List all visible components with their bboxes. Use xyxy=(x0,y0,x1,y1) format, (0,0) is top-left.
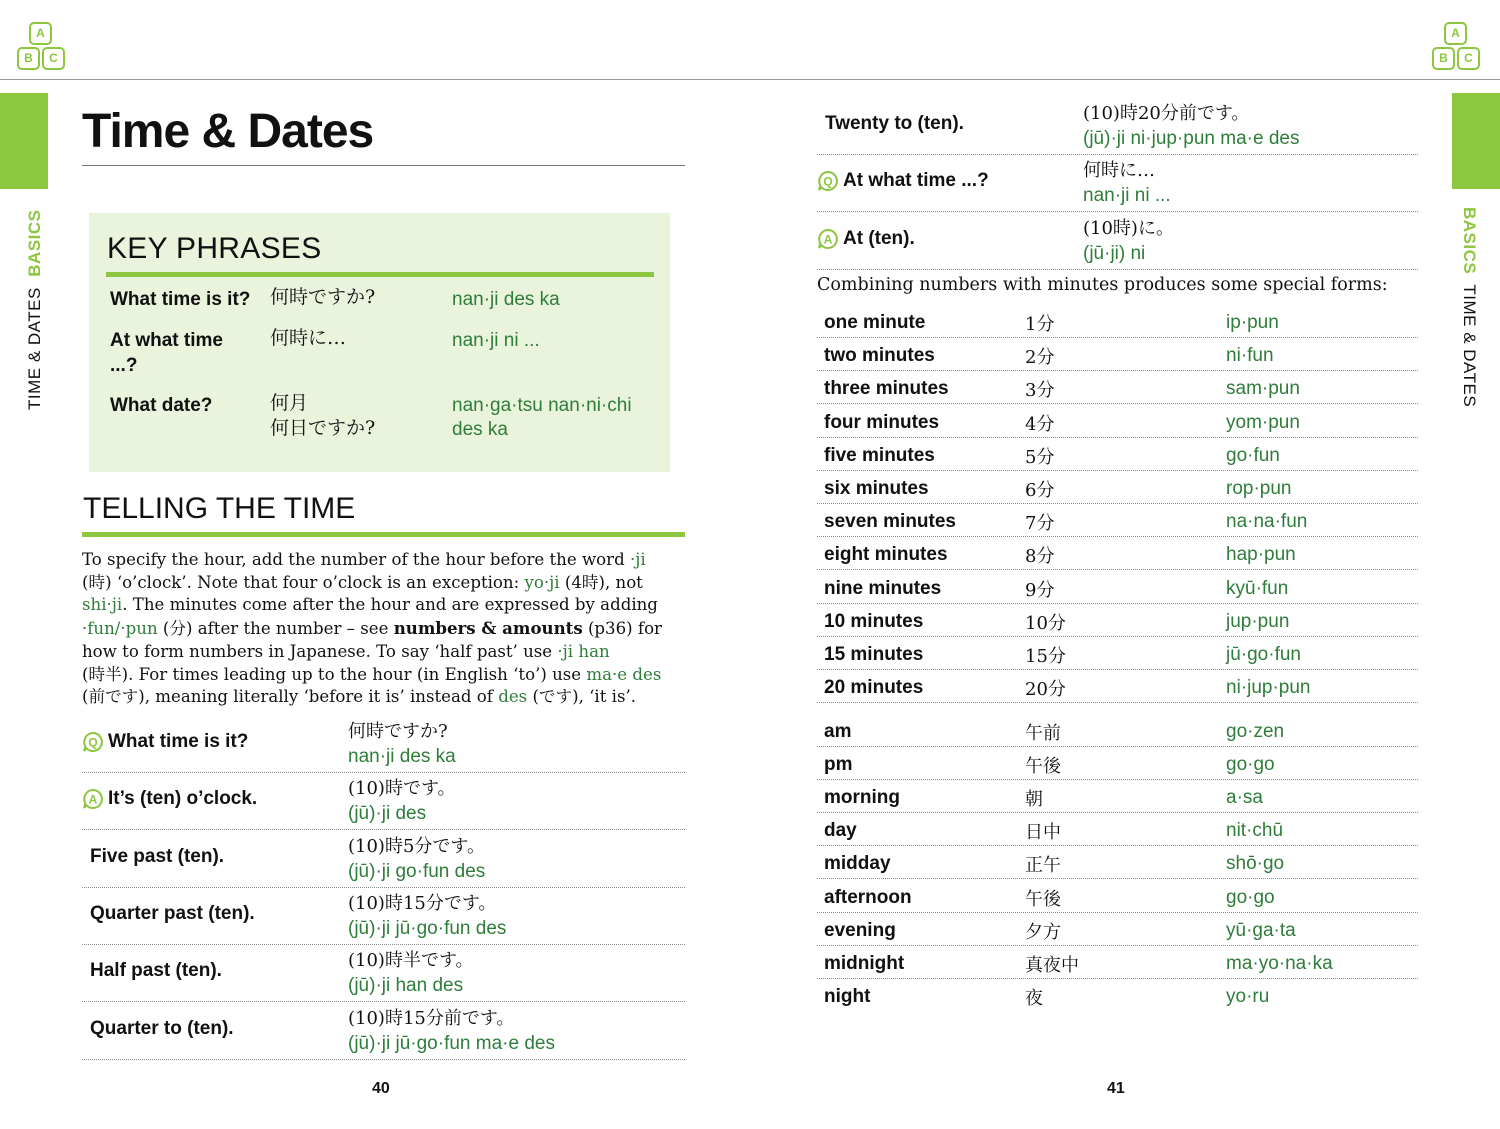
phrase-en xyxy=(817,169,989,193)
table-row-en: four minutes xyxy=(824,411,940,433)
abc-logo-right-icon: A B C xyxy=(1432,22,1484,70)
svg-text:A: A xyxy=(823,232,833,247)
table-row-jp: 1分 xyxy=(1025,314,1055,335)
table-row-en: 20 minutes xyxy=(824,677,924,699)
table-row-en: pm xyxy=(824,754,853,776)
phrase-en-text: Half past (ten). xyxy=(90,960,222,982)
table-row-romaji: yom·pun xyxy=(1226,411,1300,433)
phrase-romaji: nan·ji ni ... xyxy=(1083,185,1171,207)
table-row-jp: 2分 xyxy=(1025,347,1055,369)
key-phrases-rule xyxy=(106,272,654,277)
table-row-romaji: nit·chū xyxy=(1226,820,1284,842)
table-row-romaji: ni·fun xyxy=(1226,345,1274,367)
table-row-jp: 夜 xyxy=(1025,987,1043,1009)
svg-text:Q: Q xyxy=(88,735,98,750)
row-divider xyxy=(817,978,1418,979)
phrase-jp: 何時に… xyxy=(1083,160,1155,182)
table-row-jp: 午後 xyxy=(1025,756,1061,778)
row-divider xyxy=(82,772,685,773)
phrase-jp: (10時)に。 xyxy=(1083,217,1174,239)
answer-bubble-icon xyxy=(817,228,839,250)
side-tab-left xyxy=(0,93,48,189)
table-row-en: three minutes xyxy=(824,378,949,400)
key-phrase-jp: 何時ですか? xyxy=(270,286,376,308)
table-row-jp: 3分 xyxy=(1025,380,1055,402)
table-row-jp: 夕方 xyxy=(1025,921,1061,943)
row-divider xyxy=(817,878,1418,879)
row-divider xyxy=(817,569,1418,570)
table-row-en: night xyxy=(824,985,871,1007)
table-row-en: two minutes xyxy=(824,345,935,367)
abc-logo-left-icon: A B C xyxy=(17,22,69,70)
table-row-jp: 9分 xyxy=(1025,579,1055,601)
phrase-en-text: What time is it? xyxy=(108,731,249,752)
row-divider xyxy=(82,1059,685,1060)
row-divider xyxy=(817,912,1418,913)
phrase-en xyxy=(825,112,964,136)
table-row-romaji: ni·jup·pun xyxy=(1226,677,1311,699)
answer-bubble-icon xyxy=(82,788,104,810)
question-bubble-icon xyxy=(817,170,839,192)
phrase-en xyxy=(82,730,248,754)
telling-time-heading: TELLING THE TIME xyxy=(83,492,356,525)
page-title: Time & Dates xyxy=(82,105,374,158)
phrase-en xyxy=(817,227,915,251)
table-row-romaji: na·na·fun xyxy=(1226,511,1308,533)
table-row-en: nine minutes xyxy=(824,577,942,599)
table-row-romaji: go·go xyxy=(1226,886,1275,908)
phrase-en xyxy=(90,845,224,869)
row-divider xyxy=(817,945,1418,946)
table-row-jp: 午後 xyxy=(1025,888,1061,910)
table-row-jp: 20分 xyxy=(1025,679,1066,701)
row-divider xyxy=(817,370,1418,371)
svg-text:A: A xyxy=(88,792,98,807)
phrase-en-text: At what time ...? xyxy=(843,170,989,192)
table-row-en: 15 minutes xyxy=(824,644,924,665)
table-row-romaji: kyū·fun xyxy=(1226,577,1289,599)
row-divider xyxy=(817,669,1418,670)
row-divider xyxy=(817,812,1418,813)
table-row-jp: 6分 xyxy=(1025,480,1055,501)
phrase-en-text: At (ten). xyxy=(843,227,915,249)
table-row-jp: 真夜中 xyxy=(1025,954,1079,976)
phrase-en-text: Quarter past (ten). xyxy=(90,902,255,924)
row-divider xyxy=(817,403,1418,404)
row-divider xyxy=(817,845,1418,846)
telling-time-rule xyxy=(82,532,685,537)
table-row-jp: 8分 xyxy=(1025,546,1055,568)
phrase-jp: (10)時5分です。 xyxy=(348,835,485,857)
phrase-en-text: Quarter to (ten). xyxy=(90,1017,234,1039)
table-row-jp: 正午 xyxy=(1025,855,1061,877)
table-row-romaji: jū·go·fun xyxy=(1226,644,1301,665)
phrase-jp: (10)時20分前です。 xyxy=(1083,103,1250,124)
side-tab-right xyxy=(1452,93,1500,189)
phrase-jp: (10)時15分前です。 xyxy=(348,1007,515,1029)
row-divider xyxy=(817,503,1418,504)
row-divider xyxy=(817,702,1418,703)
key-phrase-jp: 何月 xyxy=(270,392,309,414)
table-row-en: 10 minutes xyxy=(824,610,924,632)
table-row-en: day xyxy=(824,820,857,842)
phrase-romaji: (jū)·ji jū·go·fun ma·e des xyxy=(348,1032,555,1054)
phrase-en-text: Twenty to (ten). xyxy=(825,113,964,134)
phrase-en xyxy=(90,1017,234,1041)
table-row-romaji: sam·pun xyxy=(1226,378,1300,400)
row-divider xyxy=(817,636,1418,637)
table-row-romaji: ma·yo·na·ka xyxy=(1226,952,1333,974)
key-phrase-en: What time is it? xyxy=(110,289,251,310)
phrase-romaji: (jū)·ji ni·jup·pun ma·e des xyxy=(1083,128,1300,149)
question-bubble-icon xyxy=(82,731,104,753)
table-row-romaji: ip·pun xyxy=(1226,312,1279,333)
row-divider xyxy=(817,337,1418,338)
side-label-right: BASICS TIME & DATES xyxy=(1460,207,1479,408)
table-row-jp: 午前 xyxy=(1025,723,1061,744)
side-label-left: TIME & DATES BASICS xyxy=(25,209,44,410)
phrase-en-text: Five past (ten). xyxy=(90,845,225,867)
key-phrases-heading: KEY PHRASES xyxy=(107,232,322,265)
page-number-left: 40 xyxy=(372,1080,390,1097)
row-divider xyxy=(82,1001,685,1002)
key-phrase-jp: 何日ですか? xyxy=(270,417,376,439)
key-phrase-en: What date? xyxy=(110,395,213,416)
table-row-jp: 日中 xyxy=(1025,822,1061,844)
table-row-en: six minutes xyxy=(824,478,929,499)
row-divider xyxy=(82,944,685,945)
row-divider xyxy=(817,154,1418,155)
row-divider xyxy=(817,269,1418,270)
table-row-romaji: jup·pun xyxy=(1226,610,1290,632)
row-divider xyxy=(82,829,685,830)
phrase-jp: (10)時半です。 xyxy=(348,950,474,972)
table-row-en: five minutes xyxy=(824,444,935,466)
key-phrase-jp: 何時に… xyxy=(270,327,347,349)
table-row-jp: 4分 xyxy=(1025,413,1055,435)
table-row-jp: 15分 xyxy=(1025,646,1066,667)
table-row-romaji: go·zen xyxy=(1226,721,1285,742)
table-row-romaji: yo·ru xyxy=(1226,985,1270,1007)
svg-text:Q: Q xyxy=(823,174,833,189)
phrase-romaji: (jū)·ji jū·go·fun des xyxy=(348,917,507,939)
table-row-romaji: a·sa xyxy=(1226,787,1263,809)
table-row-en: one minute xyxy=(824,312,926,333)
table-row-en: am xyxy=(824,721,852,742)
table-row-romaji: shō·go xyxy=(1226,853,1285,875)
phrase-en xyxy=(90,902,255,926)
row-divider xyxy=(817,536,1418,537)
table-row-en: morning xyxy=(824,787,900,809)
phrase-en xyxy=(82,787,257,811)
telling-time-paragraph: To specify the hour, add the number of the hour before the word ·ji (時) ‘o’clock’. Note that four o’clock is an exception: yo·ji (4時), not shi·ji. The minutes come after the hour and are expressed by adding ·fun/·pun (分) after the number – see numbers & amounts (p36) for how to form numbers in Japanese. To say ‘half past’ use ·ji han (時半). For times leading up to the hour (in English ‘to’) use ma·e des (前です), meaning literally ‘before it is’ instead of des (です), ‘it is’. xyxy=(82,550,662,707)
row-divider xyxy=(817,211,1418,212)
table-row-jp: 7分 xyxy=(1025,513,1055,535)
phrase-romaji: (jū·ji) ni xyxy=(1083,242,1146,264)
phrase-en xyxy=(90,959,222,983)
phrase-romaji: nan·ji des ka xyxy=(348,746,456,767)
table-row-en: midday xyxy=(824,853,891,875)
table-row-romaji: go·go xyxy=(1226,754,1275,776)
row-divider xyxy=(817,470,1418,471)
phrase-jp: (10)時15分です。 xyxy=(348,892,497,914)
key-phrase-romaji: nan·ji ni ... xyxy=(452,330,540,351)
table-row-romaji: rop·pun xyxy=(1226,478,1292,499)
table-row-en: evening xyxy=(824,919,896,941)
row-divider xyxy=(82,887,685,888)
header-rule xyxy=(0,79,1500,80)
table-row-en: eight minutes xyxy=(824,544,948,566)
key-phrase-romaji: des ka xyxy=(452,419,508,440)
table-row-romaji: yū·ga·ta xyxy=(1226,919,1296,941)
title-rule xyxy=(82,165,685,166)
phrase-romaji: (jū)·ji des xyxy=(348,803,427,825)
page-number-right: 41 xyxy=(1107,1080,1125,1097)
table-row-jp: 朝 xyxy=(1025,789,1043,811)
minutes-intro: Combining numbers with minutes produces some special forms: xyxy=(817,275,1388,295)
table-row-en: midnight xyxy=(824,952,905,974)
key-phrase-romaji: nan·ga·tsu nan·ni·chi xyxy=(452,395,632,416)
phrase-jp: (10)時です。 xyxy=(348,778,456,800)
key-phrase-romaji: nan·ji des ka xyxy=(452,289,560,310)
table-row-romaji: go·fun xyxy=(1226,444,1280,466)
phrase-romaji: (jū)·ji han des xyxy=(348,975,464,997)
phrase-jp: 何時ですか? xyxy=(348,721,448,742)
table-row-jp: 5分 xyxy=(1025,446,1055,468)
table-row-en: afternoon xyxy=(824,886,912,908)
row-divider xyxy=(817,603,1418,604)
table-row-en: seven minutes xyxy=(824,511,956,533)
phrase-en-text: It’s (ten) o’clock. xyxy=(108,788,258,810)
phrase-romaji: (jū)·ji go·fun des xyxy=(348,860,486,882)
table-row-jp: 10分 xyxy=(1025,612,1066,634)
table-row-romaji: hap·pun xyxy=(1226,544,1296,566)
row-divider xyxy=(817,779,1418,780)
key-phrase-en: At what time ...? xyxy=(110,330,223,376)
row-divider xyxy=(817,746,1418,747)
row-divider xyxy=(817,437,1418,438)
